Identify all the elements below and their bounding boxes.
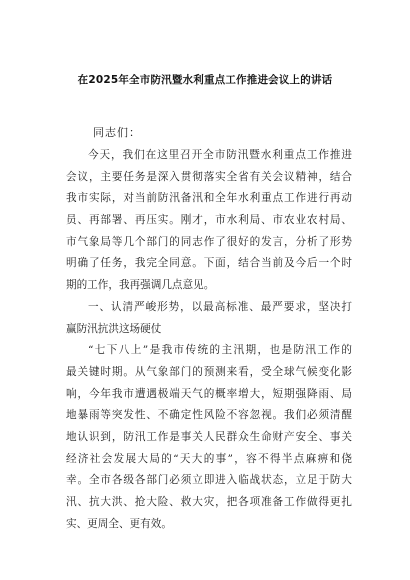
- text-line: 地暴雨等突发性、不确定性风险不容忽视。我们必须清醒: [66, 409, 352, 422]
- text-line: 我市实际，对当前防汛备汛和全年水利重点工作进行再动: [66, 192, 352, 205]
- text-line: 地认识到，防汛工作是事关人民群众生命财产安全、事关: [66, 430, 352, 443]
- text-line: 会议，主要任务是深入贯彻落实全省有关会议精神，结合: [66, 170, 352, 183]
- text-line: 幸。全市各级各部门必须立即进入临战状态，立足于防大: [66, 474, 352, 487]
- text-line: 汛、抗大洪、抢大险、救大灾，把各项准备工作做得更扎: [66, 496, 352, 508]
- text-line: 最关键时期。从气象部门的预测来看，受全球气候变化影: [66, 365, 352, 378]
- text-line: 响，今年我市遭遇极端天气的概率增大，短期强降雨、局: [66, 387, 352, 400]
- text-line: 实、更周全、更有效。: [66, 517, 172, 530]
- text-line: 市气象局等几个部门的同志作了很好的发言，分析了形势: [66, 235, 352, 248]
- text-line: 一、认清严峻形势，以最高标准、最严要求，坚决打: [88, 300, 352, 313]
- salutation: 同志们：: [93, 126, 141, 139]
- document-body: [66, 145, 352, 535]
- text-line: 明确了任务，我完全同意。下面，结合当前及今后一个时: [66, 257, 352, 270]
- text-line: 今天，我们在这里召开全市防汛暨水利重点工作推进: [88, 149, 352, 161]
- text-line: 员、再部署、再压实。刚才，市水利局、市农业农村局、: [66, 214, 352, 227]
- text-line: 赢防汛抗洪这场硬仗: [66, 322, 162, 335]
- text-line: 期的工作，我再强调几点意见。: [66, 279, 215, 292]
- document-title: 在2025年全市防汛暨水利重点工作推进会议上的讲话: [77, 74, 333, 86]
- text-line: 经济社会发展大局的“天大的事”，容不得半点麻痹和侥: [66, 452, 352, 465]
- text-line: “七下八上”是我市传统的主汛期，也是防汛工作的: [88, 344, 352, 357]
